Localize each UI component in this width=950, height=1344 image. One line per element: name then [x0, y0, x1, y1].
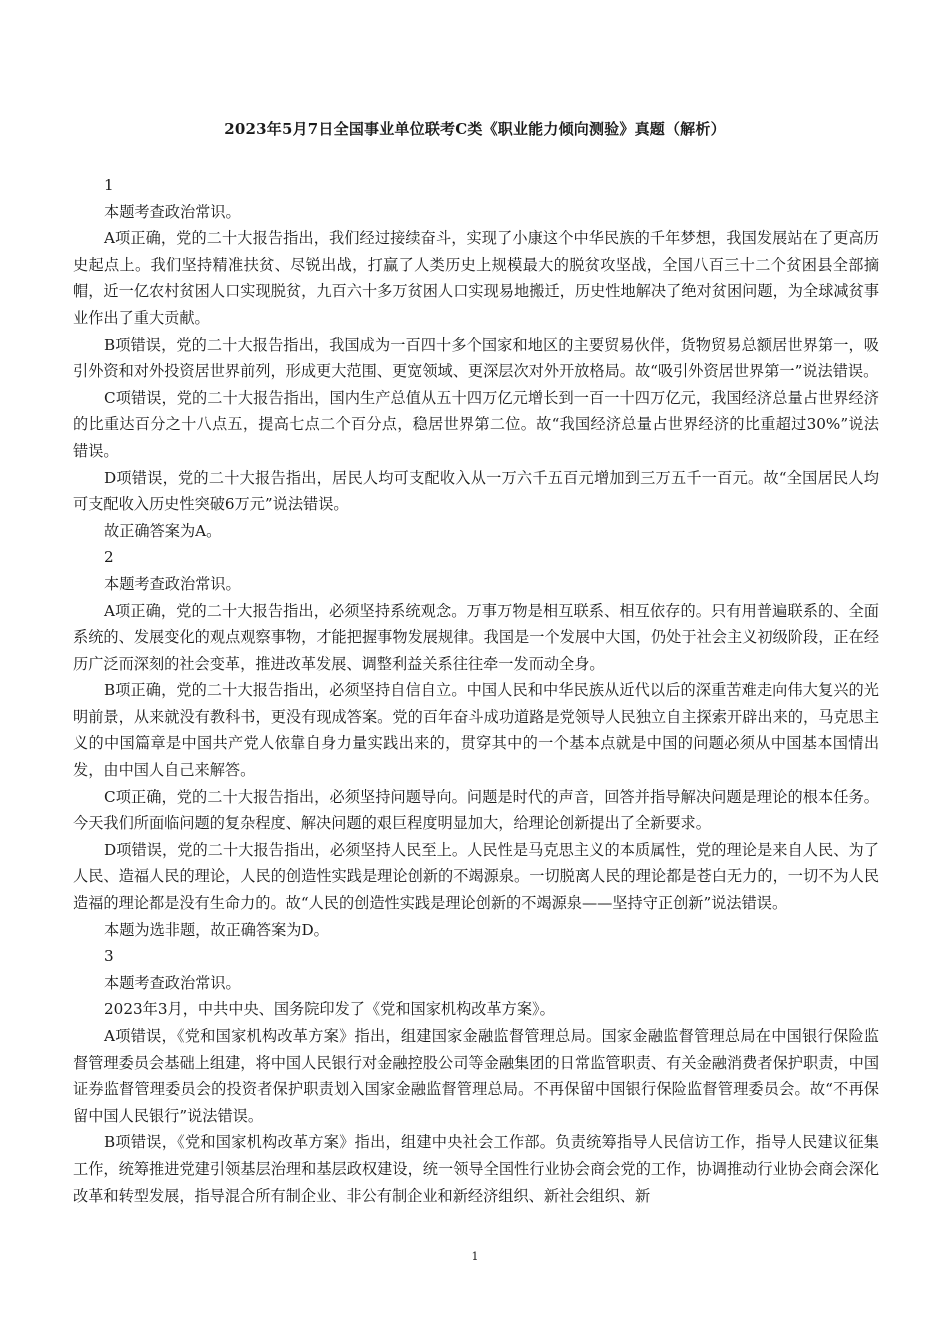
paragraph: B项错误，《党和国家机构改革方案》指出，组建中央社会工作部。负责统筹指导人民信访工作，指导人民建议征集工作，统筹推进党建引领基层治理和基层政权建设，统一领导全国性行业协会商会党的工作，协调推动行业协会商会深化改革和转型发展，指导混合所有制企业、非公有制企业和新经济组织、新社会组织、新 [73, 1133, 879, 1205]
paragraph: C项错误，党的二十大报告指出，国内生产总值从五十四万亿元增长到一百一十四万亿元，我国经济总量占世界经济的比重达百分之十八点五，提高七点二个百分点，稳居世界第二位。故“我国经济总量占世界经济的比重超过30%”说法错误。 [73, 388, 879, 460]
paragraph: D项错误，党的二十大报告指出，居民人均可支配收入从一万六千五百元增加到三万五千一百元。故“全国居民人均可支配收入历史性突破6万元”说法错误。 [73, 468, 879, 514]
document-body [73, 172, 879, 1209]
paragraph: A项错误，《党和国家机构改革方案》指出，组建国家金融监督管理总局。国家金融监督管理总局在中国银行保险监督管理委员会基础上组建，将中国人民银行对金融控股公司等金融集团的日常监管职责、有关金融消费者保护职责，中国证券监督管理委员会的投资者保护职责划入国家金融监督管理总局。不再保留中国银行保险监督管理委员会。故“不再保留中国人民银行”说法错误。 [73, 1027, 879, 1125]
question-number: 3 [104, 947, 114, 966]
page-title: 2023年5月7日全国事业单位联考C类《职业能力倾向测验》真题（解析） [224, 120, 726, 138]
question-number: 2 [104, 548, 114, 567]
question-number: 1 [104, 176, 114, 194]
paragraph: B项错误，党的二十大报告指出，我国成为一百四十多个国家和地区的主要贸易伙伴，货物贸易总额居世界第一，吸引外资和对外投资居世界前列，形成更大范围、更宽领域、更深层次对外开放格局。故“吸引外资居世界第一”说法错误。 [73, 335, 879, 381]
paragraph: B项正确，党的二十大报告指出，必须坚持自信自立。中国人民和中华民族从近代以后的深重苦难走向伟大复兴的光明前景，从来就没有教科书，更没有现成答案。党的百年奋斗成功道路是党领导人民独立自主探索开辟出来的，马克思主义的中国篇章是中国共产党人依靠自身力量实践出来的，贯穿其中的一个基本点就是中国的问题必须从中国基本国情出发，由中国人自己来解答。 [73, 681, 879, 780]
paragraph: C项正确，党的二十大报告指出，必须坚持问题导向。问题是时代的声音，回答并指导解决问题是理论的根本任务。今天我们所面临问题的复杂程度、解决问题的艰巨程度明显加大，给理论创新提出了全新要求。 [73, 787, 879, 833]
paragraph: 2023年3月，中共中央、国务院印发了《党和国家机构改革方案》。 [104, 1000, 555, 1019]
paragraph: 本题考查政治常识。 [104, 202, 241, 221]
paragraph: A项正确，党的二十大报告指出，我们经过接续奋斗，实现了小康这个中华民族的千年梦想，我国发展站在了更高历史起点上。我们坚持精准扶贫、尽锐出战，打赢了人类历史上规模最大的脱贫攻坚战，全国八百三十二个贫困县全部摘帽，近一亿农村贫困人口实现脱贫，九百六十多万贫困人口实现易地搬迁，历史性地解决了绝对贫困问题，为全球减贫事业作出了重大贡献。 [73, 229, 879, 327]
page-number: 1 [471, 1250, 479, 1263]
paragraph: 本题考查政治常识。 [104, 574, 241, 593]
answer-line: 本题为选非题，故正确答案为D。 [104, 920, 329, 939]
paragraph: A项正确，党的二十大报告指出，必须坚持系统观念。万事万物是相互联系、相互依存的。只有用普遍联系的、全面系统的、发展变化的观点观察事物，才能把握事物发展规律。我国是一个发展中大国，仍处于社会主义初级阶段，正在经历广泛而深刻的社会变革，推进改革发展、调整利益关系往往牵一发而动全身。 [73, 601, 879, 673]
paragraph: D项错误，党的二十大报告指出，必须坚持人民至上。人民性是马克思主义的本质属性，党的理论是来自人民、为了人民、造福人民的理论，人民的创造性实践是理论创新的不竭源泉。一切脱离人民的理论都是苍白无力的，一切不为人民造福的理论都是没有生命力的。故“人民的创造性实践是理论创新的不竭源泉——坚持守正创新”说法错误。 [73, 840, 879, 913]
answer-line: 故正确答案为A。 [104, 521, 222, 540]
paragraph: 本题考查政治常识。 [104, 973, 241, 992]
